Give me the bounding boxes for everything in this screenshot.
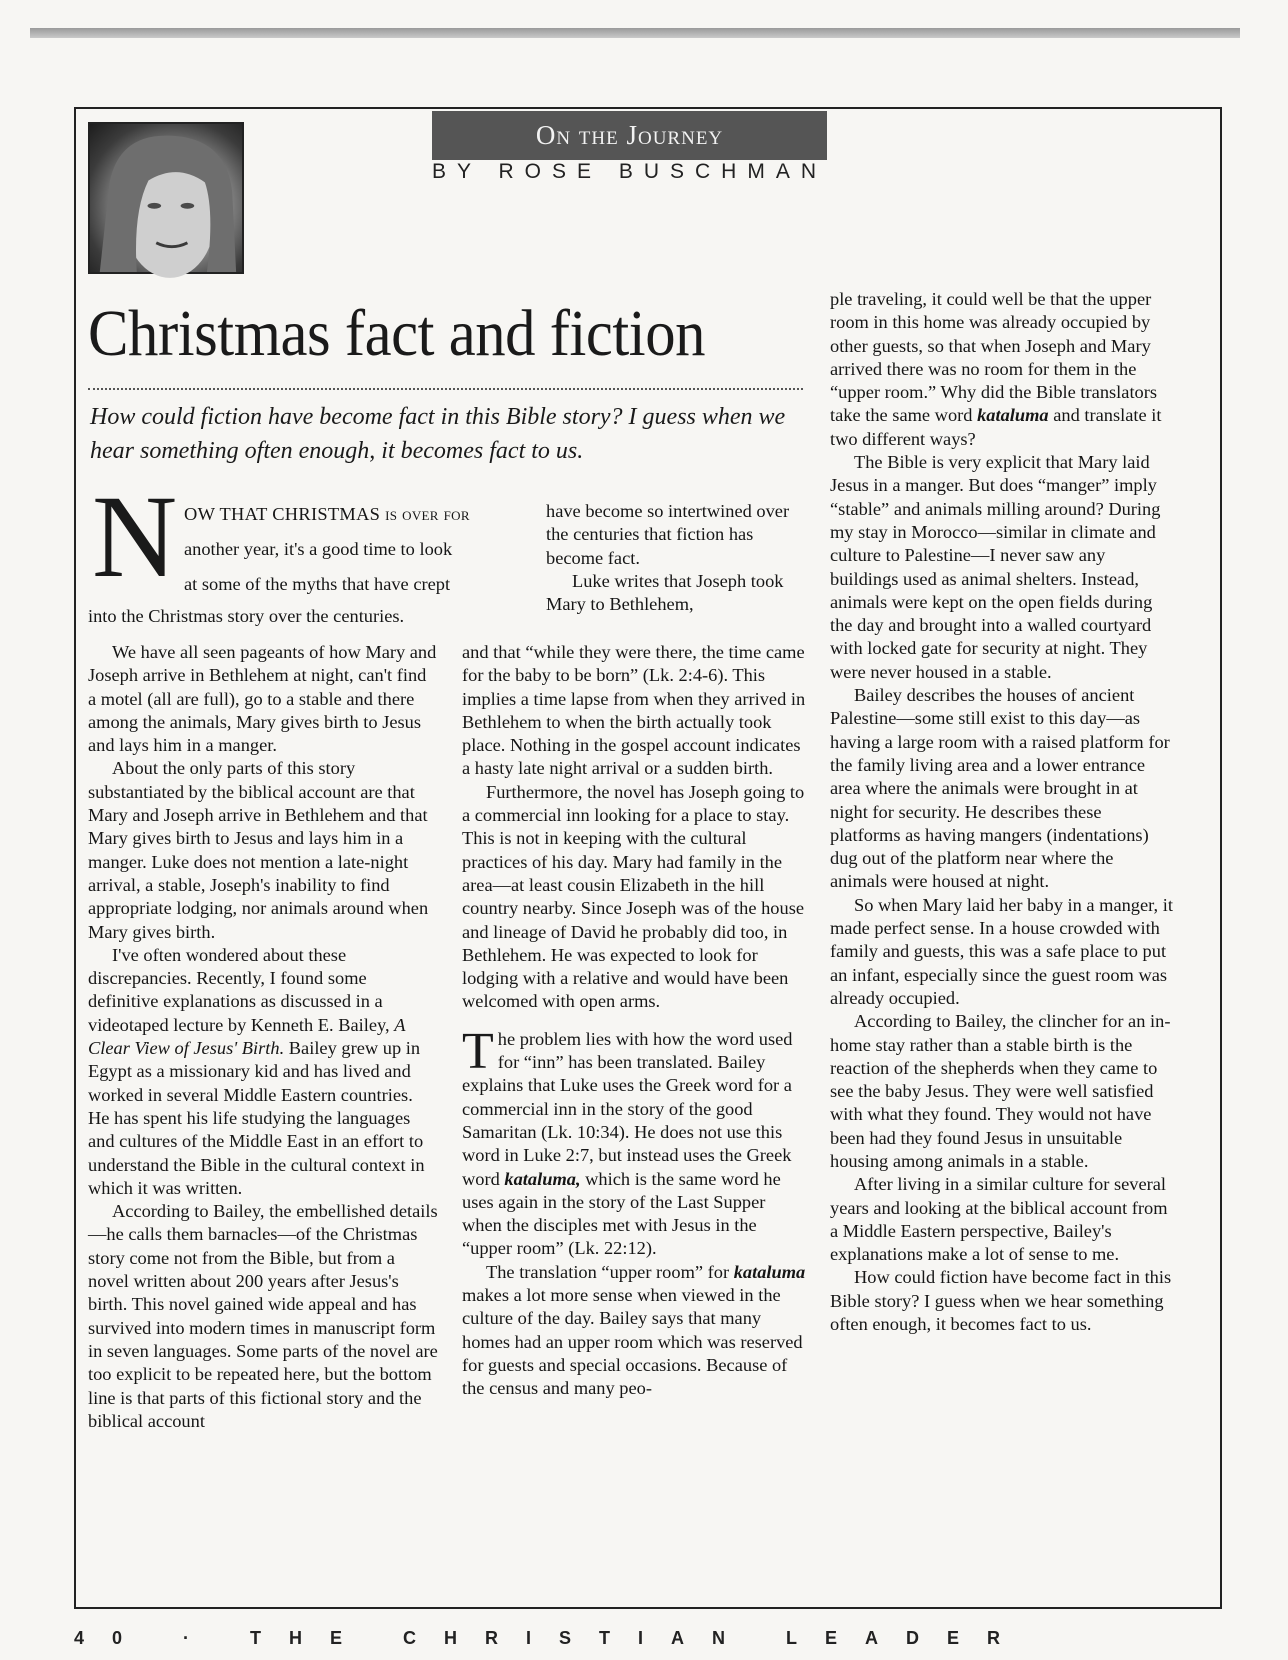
col1-paragraph-2: About the only parts of this story substantiated by the biblical account are that Mary and Joseph arrive in Bethlehem and that Mary gives birth to Jesus and lays him in a manger. Luke does not mention a late-night arrival, a stable, Joseph's inability to find appropriate lodging, nor animals around when Mary gives birth. (88, 758, 429, 942)
col2-section-text-b: which is the same word he uses again in the story of the Last Supper when the disciples met with Jesus in the “upper room” (Lk. 22:12). (462, 1168, 781, 1259)
col2-paragraph-2: Furthermore, the novel has Joseph going to a commercial inn looking for a place to stay. This is not in keeping with the cultural practices of his day. Mary had family in the area—at least cousin Elizabeth in the hill country nearby. Since Joseph was of the house and lineage of David he probably did too, in Bethlehem. He was expected to look for lodging with a relative and would have been welcomed with open arms. (462, 781, 805, 1012)
dotted-divider (88, 388, 803, 390)
col2-section-text-a: he problem lies with how the word used for “inn” has been translated. Bailey explains that Luke uses the Greek word for a commercial inn in the story of the good Samaritan (Lk. 10:34). He does not use this word in Luke 2:7, but instead uses the Greek word (462, 1028, 793, 1189)
col3-paragraph-2: The Bible is very explicit that Mary laid Jesus in a manger. But does “manger” imply “stable” and animals milling around? During my stay in Morocco—similar in climate and culture to Palestine—I never saw any buildings used as animal shelters. Instead, animals were kept on the open fields during the day and brought into a walled courtyard with locked gate for security at night. They were never housed in a stable. (830, 452, 1161, 682)
col3-paragraph-4: So when Mary laid her baby in a manger, it made perfect sense. In a house crowded with family and guests, this was a safe place to put an infant, especially since the guest room was already occupied. (830, 894, 1173, 1008)
col3-paragraph-3: Bailey describes the houses of ancient Palestine—some still exist to this day—as having a large room with a raised platform for the family living area and a lower entrance area where the animals were brought in at night for security. He describes these platforms as having mangers (indentations) dug out of the platform near where the animals were housed at night. (830, 685, 1170, 892)
article-headline: Christmas fact and fiction (88, 297, 706, 370)
col1-paragraph-3-rest: Bailey grew up in Egypt as a missionary kid and has lived and worked in several Middle Eastern countries. He has spent his life studying the languages and cultures of the Middle East in an effort to understand the Bible in the cultural context in which it was written. (88, 1038, 425, 1198)
col2-paragraph-4 (462, 1261, 807, 1401)
col2-section-paragraph (462, 1022, 807, 1261)
col2-p4-text-b: makes a lot more sense when viewed in the culture of the day. Bailey says that many homes had an upper room which was reserved for guests and special occasions. Because of the census and many peo- (462, 1285, 803, 1399)
byline: BY ROSE BUSCHMAN (432, 160, 827, 183)
drop-cap-t: T (462, 1022, 494, 1080)
lead-line-1: OW THAT CHRISTMAS is over for (184, 504, 470, 524)
column-2 (462, 641, 807, 1401)
author-photo (88, 122, 244, 274)
lecture-title: A Clear View of Jesus' Birth. (88, 1014, 406, 1059)
col3-p1-text-b: and translate it two different ways? (830, 405, 1162, 449)
lead-continuation-text: have become so intertwined over the centuries that fiction has become fact. (546, 501, 790, 568)
col3-paragraph-5: According to Bailey, the clincher for an in-home stay rather than a stable birth is the reaction of the shepherds when they came to see the baby Jesus. They were well satisfied with what they found. They would not have been had they found Jesus in unsuitable housing among animals in a stable. (830, 1011, 1171, 1171)
top-rule (30, 28, 1240, 38)
column-3 (830, 288, 1175, 1336)
kataluma-word-2: kataluma (733, 1261, 806, 1282)
lead-line-2: another year, it's a good time to look (184, 539, 453, 559)
drop-cap-n: N (92, 471, 178, 602)
col1-paragraph-1: We have all seen pageants of how Mary and Joseph arrive in Bethlehem at night, can't find a motel (all are full), go to a stable and there among the animals, Mary gives birth to Jesus and lays him in a manger. (88, 642, 437, 756)
col1-paragraph-4: According to Bailey, the embellished details—he calls them barnacles—of the Christmas story come not from the Bible, but from a novel written about 200 years after Jesus's birth. This novel gained wide appeal and has survived into modern times in manuscript form in seven languages. Some parts of the novel are too explicit to be repeated here, but the bottom line is that parts of this fictional story and the biblical account (88, 1201, 438, 1431)
col2-paragraph-1: and that “while they were there, the time came for the baby to be born” (Lk. 2:4-6). This implies a time lapse from when they arrived in Bethlehem to when the birth actually took place. Nothing in the gospel account indicates a hasty late night arrival or a sudden birth. (462, 642, 806, 779)
column-title: On the Journey (535, 120, 724, 150)
lead-continuation (546, 500, 806, 616)
col1-paragraph-3 (88, 944, 438, 1200)
col2-p4-text-a: The translation “upper room” for (486, 1261, 730, 1282)
col3-paragraph-1 (830, 288, 1175, 451)
col3-paragraph-7: How could fiction have become fact in this Bible story? I guess when we hear something often enough, it becomes fact to us. (830, 1267, 1172, 1335)
lead-line-3: at some of the myths that have crept (184, 574, 451, 594)
lead-line-4: into the Christmas story over the centuries. (88, 606, 405, 626)
article-deck: How could fiction have become fact in this Bible story? I guess when we hear something often enough, it becomes fact to us. (90, 404, 786, 464)
col1-paragraph-3-text: I've often wondered about these discrepancies. Recently, I found some definitive explanations as discussed in a videotaped lecture by Kenneth E. Bailey, (88, 944, 390, 1035)
lead-next-text: Luke writes that Joseph took Mary to Bethlehem, (546, 570, 784, 615)
page-footer: 40 · THE CHRISTIAN LEADER (74, 1628, 1029, 1648)
kataluma-word-3: kataluma (977, 405, 1049, 426)
column-banner (432, 111, 827, 160)
author-portrait-image (90, 124, 242, 272)
column-1 (88, 641, 438, 1433)
kataluma-word: kataluma, (504, 1168, 581, 1189)
col3-p1-text-a: ple traveling, it could well be that the upper room in this home was already occupied by other guests, so that when Joseph and Mary arrived there was no room for them in the “upper room.” Why did the Bible translators take the same word (830, 289, 1158, 426)
col3-paragraph-6: After living in a similar culture for several years and looking at the biblical account from a Middle Eastern perspective, Bailey's explanations make a lot of sense to me. (830, 1174, 1168, 1265)
